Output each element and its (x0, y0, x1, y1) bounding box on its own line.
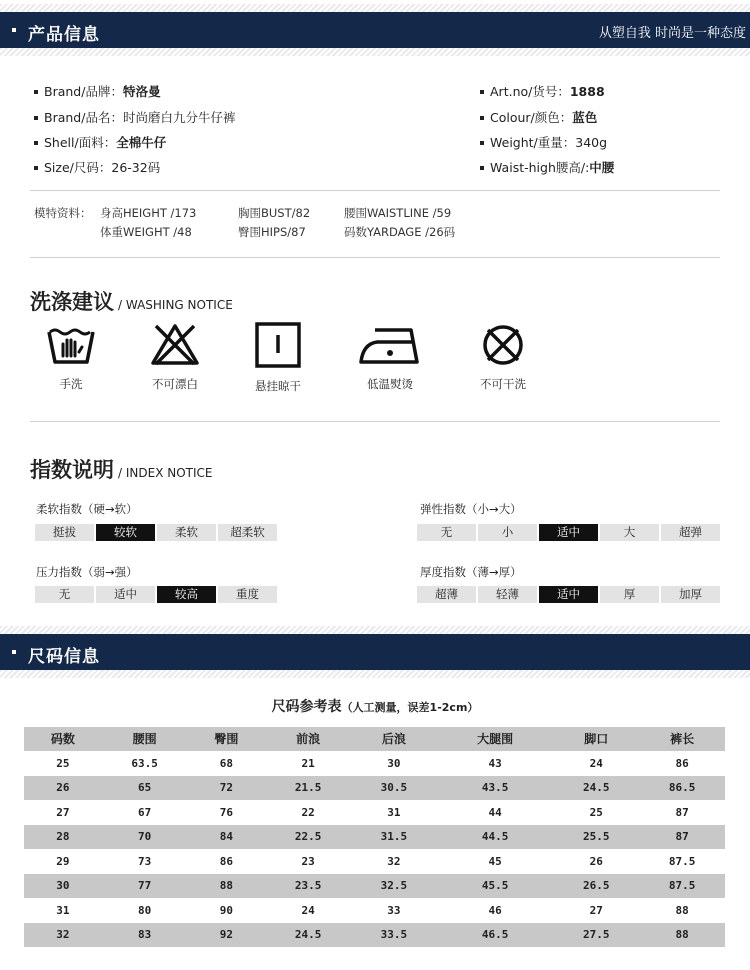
info-size: Size/尺码：26-32码 (34, 158, 160, 176)
softness-scale (35, 524, 277, 541)
low-iron-icon (357, 322, 423, 366)
softness-option: 挺拔 (35, 524, 94, 541)
wash-item-no-bleach (135, 322, 215, 392)
pressure-option: 适中 (96, 586, 155, 603)
pressure-option: 无 (35, 586, 94, 603)
pressure-option: 重度 (218, 586, 277, 603)
table-row: 30 77 88 23.5 32.5 45.5 26.5 87.5 (24, 874, 725, 899)
model-waist: 腰围WAISTLINE /59 (344, 206, 452, 220)
size-table-caption: 尺码参考表（人工测量，误差1-2cm） (271, 699, 479, 715)
header-cell: 裤长 (639, 727, 725, 752)
model-hips: 臀围HIPS/87 (238, 225, 306, 239)
no-dry-clean-icon (478, 322, 528, 366)
elasticity-option: 无 (417, 524, 476, 541)
elasticity-option-selected: 适中 (539, 524, 598, 541)
banner-stripe (0, 670, 750, 678)
thickness-option: 超薄 (417, 586, 476, 603)
divider (30, 257, 720, 258)
size-table-header (24, 727, 725, 752)
info-waist-high: Waist-high腰高/:中腰 (480, 158, 614, 176)
softness-option: 柔软 (157, 524, 216, 541)
no-bleach-icon (150, 322, 200, 366)
header-cell: 臀围 (188, 727, 266, 752)
thickness-label: 厚度指数（薄→厚） (420, 565, 522, 579)
banner-title: 产品信息 (28, 25, 100, 45)
header-cell: 脚口 (553, 727, 639, 752)
info-brand: Brand/品牌：特洛曼 (34, 82, 160, 100)
pressure-label: 压力指数（弱→强） (36, 565, 138, 579)
banner-bullet (12, 650, 16, 654)
header-cell: 码数 (24, 727, 102, 752)
pressure-option-selected: 较高 (157, 586, 216, 603)
info-weight: Weight/重量：340g (480, 133, 607, 151)
header-cell: 大腿围 (437, 727, 554, 752)
washing-title: 洗涤建议 / WASHING NOTICE (30, 290, 233, 314)
thickness-option: 厚 (600, 586, 659, 603)
wash-item-hang-dry (238, 322, 318, 394)
model-bust: 胸围BUST/82 (238, 206, 311, 220)
table-row: 25 63.5 68 21 30 43 24 86 (24, 751, 725, 776)
index-title: 指数说明 / INDEX NOTICE (30, 458, 213, 482)
table-row: 31 80 90 24 33 46 27 88 (24, 898, 725, 923)
header-cell: 前浪 (265, 727, 351, 752)
banner-title: 尺码信息 (28, 647, 100, 667)
product-info-banner (0, 12, 750, 48)
divider (30, 190, 720, 191)
table-row: 28 70 84 22.5 31.5 44.5 25.5 87 (24, 825, 725, 850)
banner-stripe (0, 4, 750, 12)
wash-item-hand-wash (31, 322, 111, 392)
thickness-option-selected: 适中 (539, 586, 598, 603)
elasticity-option: 大 (600, 524, 659, 541)
banner-stripe (0, 626, 750, 634)
banner-bullet (12, 28, 16, 32)
banner-stripe (0, 48, 750, 56)
model-weight: 体重WEIGHT /48 (100, 225, 192, 239)
wash-item-low-iron (350, 322, 430, 392)
banner-slogan: 从塑自我 时尚是一种态度 (598, 26, 746, 41)
pressure-scale (35, 586, 277, 603)
thickness-option: 加厚 (661, 586, 720, 603)
table-row: 32 83 92 24.5 33.5 46.5 27.5 88 (24, 923, 725, 947)
elasticity-scale (417, 524, 720, 541)
info-colour: Colour/颜色：蓝色 (480, 108, 597, 126)
header-cell: 后浪 (351, 727, 437, 752)
table-row: 27 67 76 22 31 44 25 87 (24, 800, 725, 825)
hang-dry-icon (253, 322, 303, 368)
header-cell: 腰围 (102, 727, 188, 752)
wash-label: 低温熨烫 (367, 377, 413, 391)
info-product-name: Brand/品名：时尚磨白九分牛仔裤 (34, 108, 235, 126)
elasticity-option: 超弹 (661, 524, 720, 541)
wash-label: 悬挂晾干 (255, 379, 301, 393)
elasticity-label: 弹性指数（小→大） (420, 502, 522, 516)
info-shell: Shell/面料：全棉牛仔 (34, 133, 166, 151)
softness-label: 柔软指数（硬→软） (36, 502, 138, 516)
softness-option-selected: 较软 (96, 524, 155, 541)
divider (30, 421, 720, 422)
model-label: 模特资料： (34, 206, 92, 220)
table-row: 26 65 72 21.5 30.5 43.5 24.5 86.5 (24, 776, 725, 801)
thickness-option: 轻薄 (478, 586, 537, 603)
hand-wash-icon (46, 322, 96, 366)
model-height: 身高HEIGHT /173 (100, 206, 197, 220)
table-row: 29 73 86 23 32 45 26 87.5 (24, 849, 725, 874)
softness-option: 超柔软 (218, 524, 277, 541)
model-yardage: 码数YARDAGE /26码 (344, 225, 456, 239)
thickness-scale (417, 586, 720, 603)
wash-label: 不可干洗 (480, 377, 526, 391)
wash-label: 不可漂白 (152, 377, 198, 391)
size-table (24, 726, 725, 947)
wash-item-no-dry-clean (463, 322, 543, 392)
info-art-no: Art.no/货号：1888 (480, 82, 605, 100)
wash-label: 手洗 (59, 377, 83, 391)
size-info-banner (0, 634, 750, 670)
elasticity-option: 小 (478, 524, 537, 541)
